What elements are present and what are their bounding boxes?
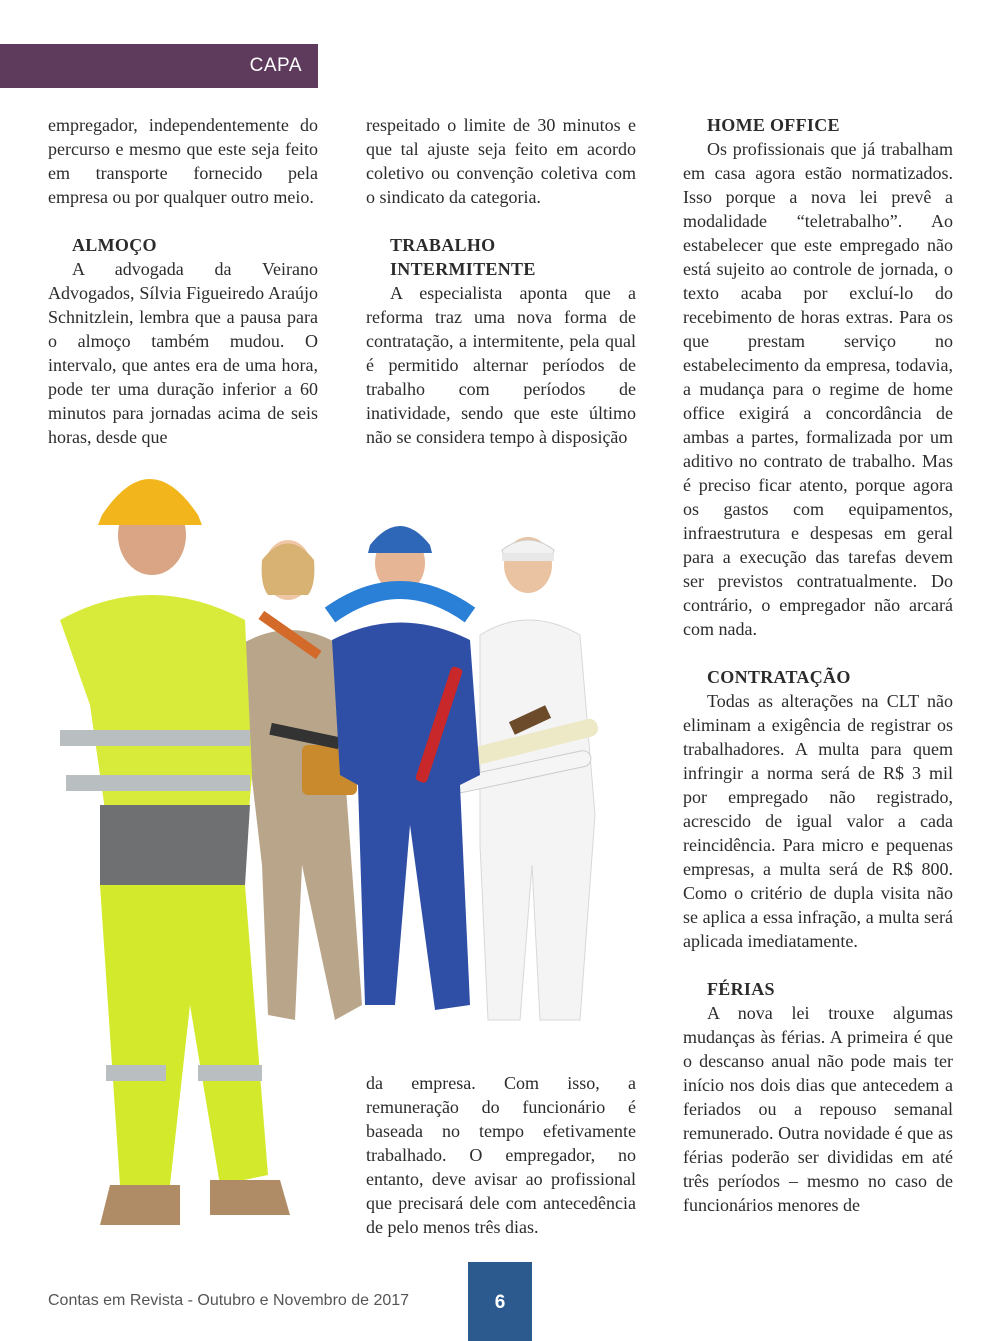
paragraph: Os profissionais que já trabalham em casa agora estão normatizados. Isso porque a nova lei prevê a modalidade “teletrabalho”. Ao estabelecer que este empregado não está sujeito ao controle de jornada, o texto acaba por excluí-lo do recebimento de horas extras. Para os que prestam serviço no estabelecimento da empresa, todavia, a mudança para o regime de home office exigirá a concordância de ambas a partes, formalizada por um aditivo no contrato de trabalho. Mas é preciso ficar atento, porque agora os gastos com equipamentos, infraestrutura e despesas em geral para a execução das tarefas devem ser previstos contratualmente. Do contrário, o empregador não arcará com nada.	[683, 139, 953, 639]
paragraph: Todas as alterações na CLT não eliminam a exigência de registrar os trabalhadores. A multa para quem infringir a norma será de R$ 3 mil por empregado não registrado, acrescido de igual valor a cada reincidência. Para micro e pequenas empresas, a multa será de R$ 800. Como o critério de dupla visita não se aplica a essa infração, a multa será aplicada imediatamente.	[683, 691, 953, 951]
paragraph: A especialista aponta que a reforma traz uma nova forma de contratação, a intermitente, pela qual é permitido alternar períodos de trabalho com períodos de inatividade, sendo que este último não se considera tempo à disposição	[366, 283, 636, 447]
heading-contratacao: CONTRATAÇÃO	[707, 667, 851, 687]
heading-home-office: HOME OFFICE	[707, 115, 840, 135]
paragraph: da empresa. Com isso, a remuneração do funcionário é baseada no tempo efetivamente trabalhado. O empregador, no entanto, deve avisar ao profissional que precisará dele com antecedência de pelo menos três dias.	[366, 1073, 636, 1237]
column-2-top	[366, 113, 636, 449]
column-3	[683, 113, 953, 1217]
column-1	[48, 113, 318, 449]
page-number: 6	[494, 1292, 506, 1313]
heading-trabalho-intermitente	[366, 233, 636, 281]
page-number-box	[468, 1262, 532, 1341]
heading-ferias: FÉRIAS	[707, 979, 775, 999]
paragraph: empregador, independentemente do percurso e mesmo que este seja feito em transporte fornecido pela empresa ou por qualquer outro meio.	[48, 115, 318, 207]
column-2-bottom	[366, 1071, 636, 1239]
heading-almoco: ALMOÇO	[72, 235, 157, 255]
section-label: CAPA	[249, 55, 302, 76]
heading-line: INTERMITENTE	[390, 259, 536, 279]
paragraph: A advogada da Veirano Advogados, Sílvia Figueiredo Araújo Schnitzlein, lembra que a pausa para o almoço também mudou. O intervalo, que antes era de uma hora, pode ter uma duração inferior a 60 minutos para jornadas acima de seis horas, desde que	[48, 259, 318, 447]
heading-line: TRABALHO	[390, 235, 496, 255]
paragraph: respeitado o limite de 30 minutos e que tal ajuste seja feito em acordo coletivo ou convenção coletiva com o sindicato da categoria.	[366, 115, 636, 207]
paragraph: A nova lei trouxe algumas mudanças às férias. A primeira é que o descanso anual não pode mais ter início nos dois dias que antecedem a feriados ou a repouso semanal remunerado. Outra novidade é que as férias poderão ser divididas em até três períodos – mesmo no caso de funcionários menores de	[683, 1003, 953, 1215]
publication-footer: Contas em Revista - Outubro e Novembro de 2017	[48, 1292, 410, 1309]
section-tab	[0, 44, 318, 88]
worker-construction	[60, 479, 290, 1225]
